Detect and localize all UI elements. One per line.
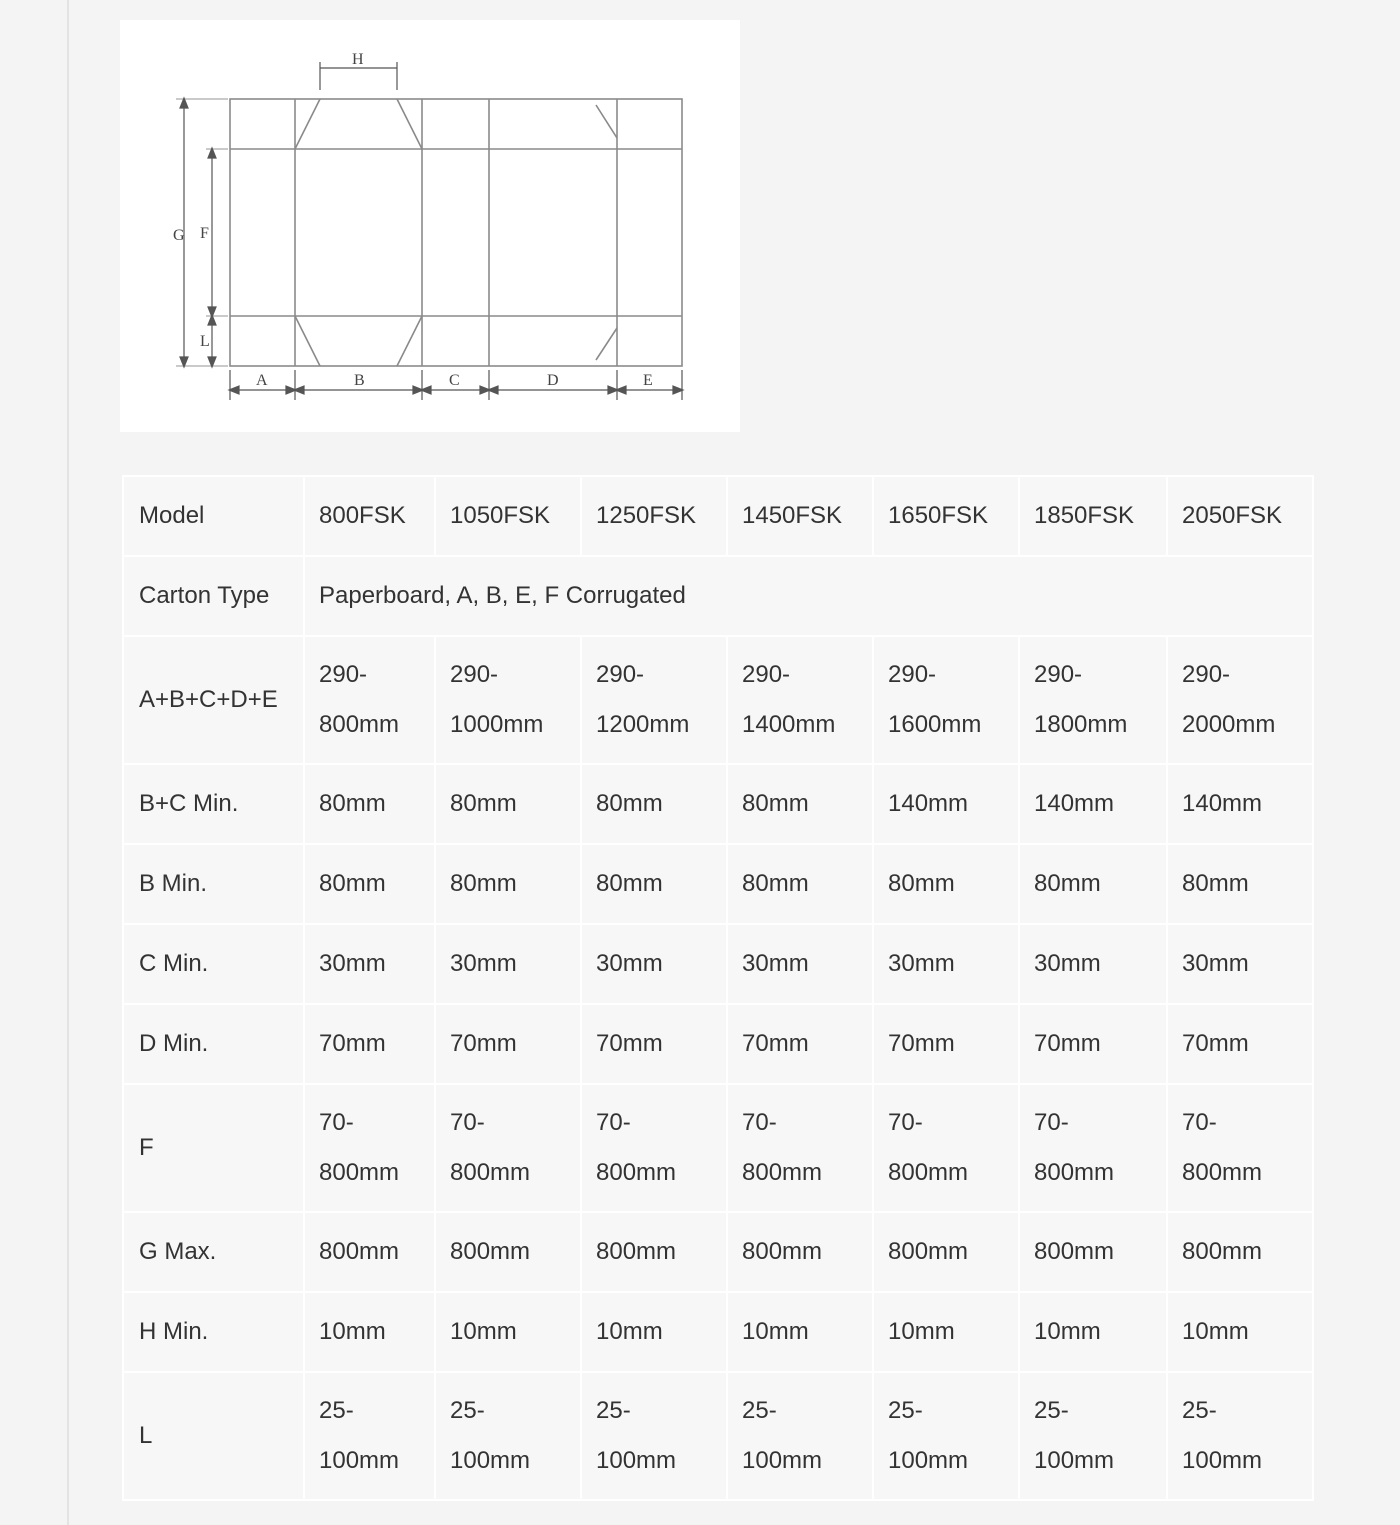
spec-cell: 800mm [873,1212,1019,1292]
spec-cell: 70- 800mm [727,1084,873,1212]
flap-bevel [596,328,617,360]
spec-cell: 290- 1200mm [581,636,727,764]
spec-cell: 25- 100mm [304,1372,435,1500]
spec-cell: 80mm [581,844,727,924]
spec-cell: 290- 1000mm [435,636,581,764]
spec-cell: 70- 800mm [1167,1084,1313,1212]
spec-cell: 10mm [435,1292,581,1372]
table-row [123,1004,1313,1084]
spec-cell: 80mm [727,764,873,844]
spec-cell: 140mm [1167,764,1313,844]
model-cell: 1650FSK [873,476,1019,556]
spec-cell: 30mm [435,924,581,1004]
spec-cell: 70mm [581,1004,727,1084]
spec-cell: 140mm [1019,764,1167,844]
label-c: C [449,372,460,389]
spec-cell: 80mm [304,764,435,844]
spec-cell: 25- 100mm [727,1372,873,1500]
model-cell: 1250FSK [581,476,727,556]
row-label: C Min. [123,924,304,1004]
row-label: F [123,1084,304,1212]
spec-cell: 800mm [1167,1212,1313,1292]
spec-cell: 800mm [581,1212,727,1292]
model-row [123,476,1313,556]
row-label: L [123,1372,304,1500]
table-row [123,924,1313,1004]
spec-cell: 70mm [873,1004,1019,1084]
spec-cell: 80mm [873,844,1019,924]
spec-cell: 800mm [727,1212,873,1292]
table-row [123,1084,1313,1212]
spec-cell: 800mm [1019,1212,1167,1292]
row-label: A+B+C+D+E [123,636,304,764]
spec-cell: 80mm [1167,844,1313,924]
dieline-svg [120,20,740,432]
row-label: G Max. [123,1212,304,1292]
label-g: G [173,227,185,244]
spec-cell: 25- 100mm [581,1372,727,1500]
flap-bevel [295,99,320,149]
row-label: D Min. [123,1004,304,1084]
spec-cell: 30mm [873,924,1019,1004]
spec-cell: 70mm [1167,1004,1313,1084]
label-h: H [352,51,364,68]
model-cell: 1050FSK [435,476,581,556]
spec-cell: 80mm [727,844,873,924]
table-row [123,1292,1313,1372]
spec-cell: 10mm [581,1292,727,1372]
spec-cell: 70mm [1019,1004,1167,1084]
spec-cell: 70- 800mm [581,1084,727,1212]
spec-cell: 70- 800mm [304,1084,435,1212]
spec-cell: 290- 2000mm [1167,636,1313,764]
model-cell: 1450FSK [727,476,873,556]
carton-type-row [123,556,1313,636]
blank-outline [230,99,682,366]
spec-cell: 25- 100mm [435,1372,581,1500]
carton-dieline-diagram [120,20,740,432]
spec-cell: 10mm [873,1292,1019,1372]
spec-cell: 70- 800mm [435,1084,581,1212]
left-divider [67,0,69,1525]
label-d: D [547,372,559,389]
label-a: A [256,372,268,389]
row-label: B Min. [123,844,304,924]
spec-cell: 25- 100mm [873,1372,1019,1500]
spec-cell: 80mm [581,764,727,844]
carton-type-value: Paperboard, A, B, E, F Corrugated [304,556,1313,636]
spec-cell: 30mm [1019,924,1167,1004]
label-f: F [200,225,209,242]
spec-cell: 30mm [581,924,727,1004]
spec-cell: 80mm [304,844,435,924]
spec-cell: 290- 1800mm [1019,636,1167,764]
spec-cell: 25- 100mm [1019,1372,1167,1500]
flap-bevel [397,316,422,366]
flap-bevel [596,105,617,138]
table-row [123,636,1313,764]
spec-cell: 290- 800mm [304,636,435,764]
spec-cell: 10mm [727,1292,873,1372]
spec-cell: 70- 800mm [873,1084,1019,1212]
spec-cell: 800mm [304,1212,435,1292]
spec-cell: 70mm [304,1004,435,1084]
spec-cell: 30mm [727,924,873,1004]
spec-cell: 10mm [1167,1292,1313,1372]
spec-cell: 80mm [435,764,581,844]
spec-cell: 30mm [304,924,435,1004]
spec-cell: 800mm [435,1212,581,1292]
label-l: L [200,333,210,350]
model-cell: 1850FSK [1019,476,1167,556]
specification-table [122,475,1314,1501]
table-row [123,1212,1313,1292]
table-row [123,1372,1313,1500]
spec-cell: 80mm [1019,844,1167,924]
row-label: B+C Min. [123,764,304,844]
spec-cell: 25- 100mm [1167,1372,1313,1500]
label-e: E [643,372,653,389]
flap-bevel [295,316,320,366]
model-cell: 800FSK [304,476,435,556]
spec-cell: 70- 800mm [1019,1084,1167,1212]
table-row [123,764,1313,844]
spec-cell: 70mm [727,1004,873,1084]
row-label: Carton Type [123,556,304,636]
model-cell: 2050FSK [1167,476,1313,556]
table-row [123,844,1313,924]
row-label: H Min. [123,1292,304,1372]
row-label: Model [123,476,304,556]
flap-bevel [397,99,422,149]
label-b: B [354,372,365,389]
spec-cell: 70mm [435,1004,581,1084]
spec-cell: 140mm [873,764,1019,844]
spec-cell: 290- 1400mm [727,636,873,764]
spec-cell: 10mm [304,1292,435,1372]
spec-cell: 80mm [435,844,581,924]
spec-cell: 290- 1600mm [873,636,1019,764]
spec-cell: 30mm [1167,924,1313,1004]
spec-cell: 10mm [1019,1292,1167,1372]
